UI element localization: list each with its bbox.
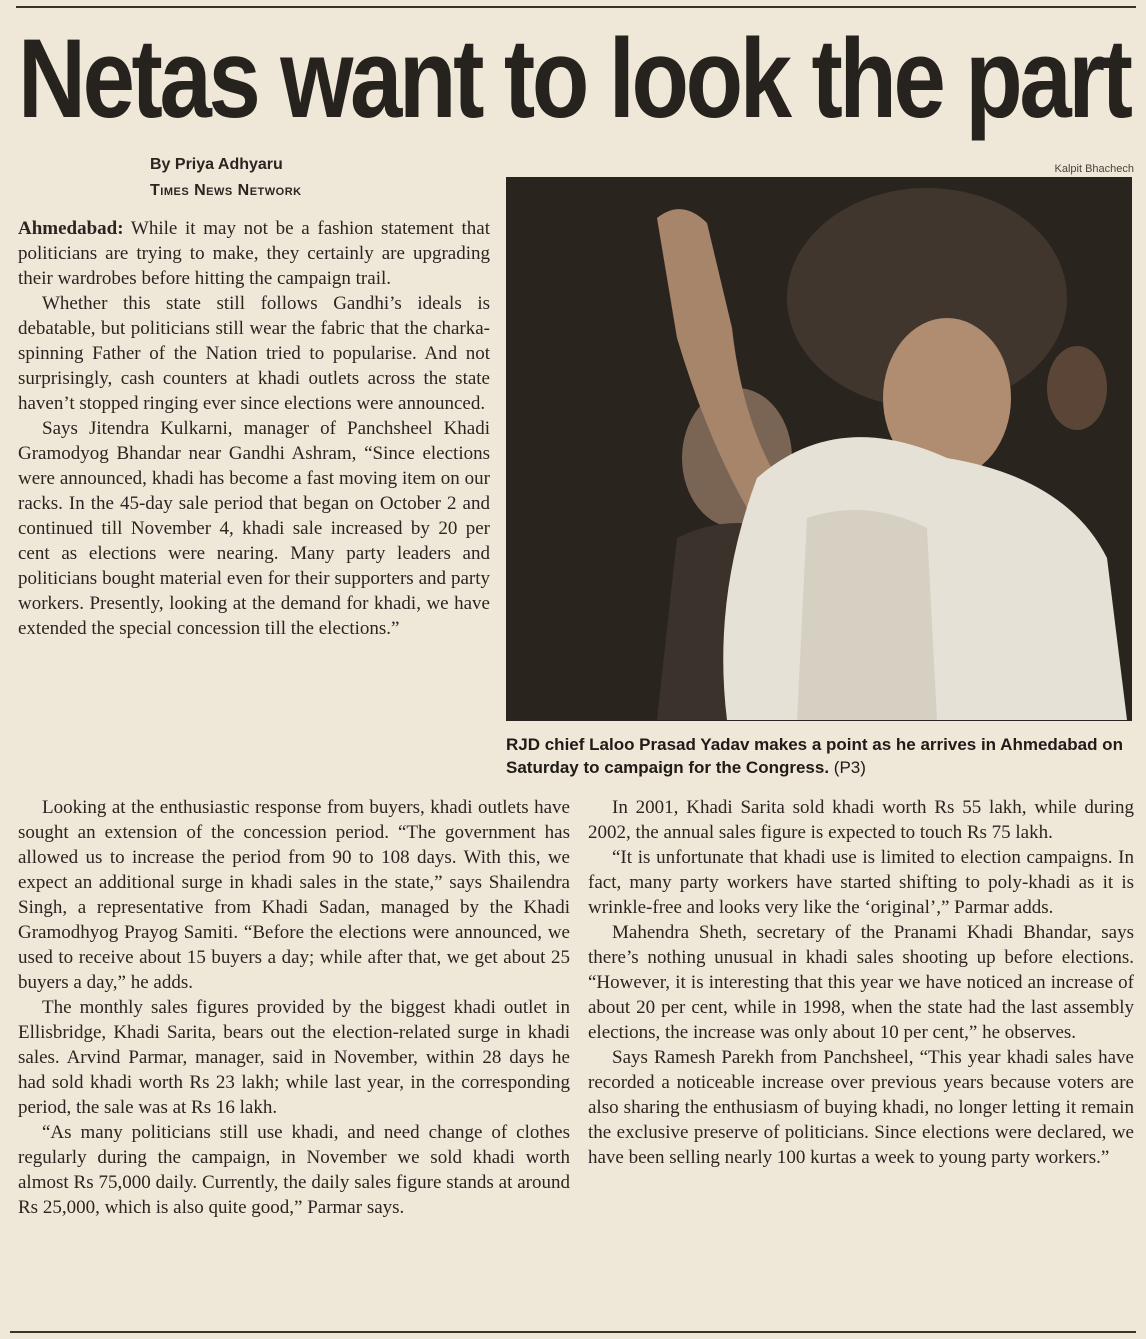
article-paragraph: In 2001, Khadi Sarita sold khadi worth Rs 55 lakh, while during 2002, the annual sales figure is expected to touch Rs 75 lakh.	[588, 797, 1134, 843]
article-paragraph: Whether this state still follows Gandhi’s ideals is debatable, but politicians still wear the fabric that the charka-spinning Father of the Nation tried to popularise. And not surprisingly, cash counters at khadi outlets across the state haven’t stopped ringing ever since elections were announced.	[18, 293, 490, 414]
article-paragraph: The monthly sales figures provided by the biggest khadi outlet in Ellisbridge, Khadi Sarita, bears out the election-related surge in khadi sales. Arvind Parmar, manager, said in November, within 28 days he had sold khadi worth Rs 23 lakh; while last year, in the corresponding period, the sale was at Rs 16 lakh.	[18, 997, 570, 1118]
news-photo	[506, 177, 1132, 721]
paragraph-text: While it may not be a fashion statement that politicians are trying to make, they certainly are upgrading their wardrobes before hitting the campaign trail.	[18, 218, 490, 289]
photo-credit: Kalpit Bhachech	[1054, 163, 1134, 175]
article-paragraph: “It is unfortunate that khadi use is limited to election campaigns. In fact, many party workers have started shifting to poly-khadi as it is wrinkle-free and looks very like the ‘original’,” Parmar adds.	[588, 847, 1134, 918]
article-paragraph: Mahendra Sheth, secretary of the Pranami Khadi Bhandar, says there’s nothing unusual in khadi sales shooting up before elections. “However, it is interesting that this year we have noticed an increase of about 20 per cent, while in 1998, when the state had the last assembly elections, the increase was only about 10 per cent,” he observes.	[588, 922, 1134, 1043]
article-column-3	[588, 795, 1134, 1170]
article-paragraph: Says Ramesh Parekh from Panchsheel, “This year khadi sales have recorded a noticeable increase over previous years because voters are also sharing the enthusiasm of buying khadi, no longer letting it remain the exclusive preserve of politicians. Since elections were declared, we have been selling nearly 100 kurtas a week to young party workers.”	[588, 1047, 1134, 1168]
article-column-2	[18, 795, 570, 1220]
byline-author: By Priya Adhyaru	[150, 156, 283, 173]
caption-text: RJD chief Laloo Prasad Yadav makes a point as he arrives in Ahmedabad on Saturday to campaign for the Congress.	[506, 735, 1123, 777]
article-paragraph: Says Jitendra Kulkarni, manager of Panchsheel Khadi Gramodyog Bhandar near Gandhi Ashram, “Since elections were announced, khadi has become a fast moving item on our racks. In the 45-day sale period that began on October 2 and continued till November 4, khadi sale increased by 20 per cent as elections were nearing. Many party leaders and politicians bought material even for their supporters and party workers. Presently, looking at the demand for khadi, we have extended the special concession till the elections.”	[18, 418, 490, 639]
photo-caption	[506, 733, 1136, 779]
article-paragraph: Looking at the enthusiastic response from buyers, khadi outlets have sought an extension of the concession period. “The government has allowed us to increase the period from 90 to 108 days. With this, we expect an additional surge in khadi sales in the state,” says Shailendra Singh, a representative from Khadi Sadan, managed by the Khadi Gramodhyog Prayog Samiti. “Before the elections were announced, we used to receive about 15 buyers a day; while after that, we get about 25 buyers a day,” he adds.	[18, 797, 570, 993]
article-paragraph: “As many politicians still use khadi, and need change of clothes regularly during the campaign, in November we sold khadi worth almost Rs 75,000 daily. Currently, the daily sales figure stands at around Rs 25,000, which is also quite good,” Parmar says.	[18, 1122, 570, 1218]
byline	[150, 152, 410, 204]
top-rule	[16, 0, 1136, 8]
byline-agency: Times News Network	[150, 182, 302, 199]
bottom-rule	[10, 1331, 1136, 1333]
headline: Netas want to look the part	[18, 16, 1130, 141]
article-column-1	[18, 216, 490, 641]
photo-illustration	[507, 178, 1131, 720]
dateline: Ahmedabad:	[18, 218, 124, 239]
caption-ref: (P3)	[833, 758, 866, 777]
article-paragraph	[18, 216, 490, 291]
